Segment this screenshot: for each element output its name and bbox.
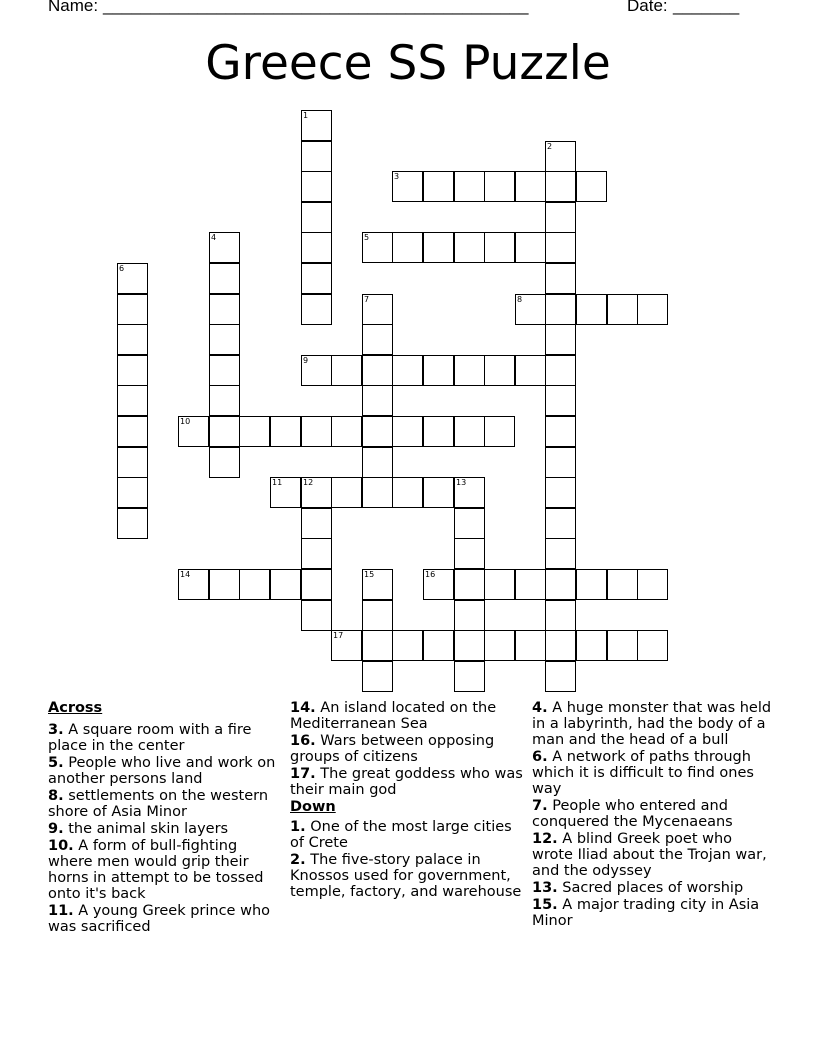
- grid-cell[interactable]: [362, 477, 393, 508]
- down-heading: Down: [290, 799, 336, 815]
- clue-across-10: 10. A form of bull-fighting where men would grip their horns in attempt to be tossed onto it's back: [48, 838, 264, 902]
- grid-cell[interactable]: [117, 508, 148, 539]
- clue-across-17: 17. The great goddess who was their main god: [290, 766, 523, 798]
- grid-cell[interactable]: [209, 355, 240, 386]
- grid-cell[interactable]: [117, 416, 148, 447]
- clue-number: 17: [333, 631, 344, 640]
- across-heading: Across: [48, 700, 103, 716]
- grid-cell[interactable]: [392, 355, 423, 386]
- grid-cell[interactable]: [423, 355, 454, 386]
- clue-number: 10: [180, 417, 191, 426]
- clue-down-7: 7. People who entered and conquered the Mycenaeans: [532, 798, 733, 830]
- clue-number: 4: [211, 233, 217, 242]
- grid-cell[interactable]: [515, 569, 546, 600]
- grid-cell[interactable]: [117, 324, 148, 355]
- grid-cell[interactable]: [545, 416, 576, 447]
- grid-cell[interactable]: [209, 324, 240, 355]
- clue-number: 12: [303, 478, 314, 487]
- grid-cell[interactable]: [362, 416, 393, 447]
- grid-cell[interactable]: [362, 385, 393, 416]
- grid-cell[interactable]: [331, 630, 362, 661]
- grid-cell[interactable]: [362, 600, 393, 631]
- grid-cell[interactable]: [484, 630, 515, 661]
- grid-cell[interactable]: [545, 477, 576, 508]
- clue-down-4: 4. A huge monster that was held in a labyrinth, had the body of a man and the head of a bull: [532, 700, 772, 748]
- clue-number: 3: [394, 172, 400, 181]
- clue-across-16: 16. Wars between opposing groups of citizens: [290, 733, 495, 765]
- clue-down-1: 1. One of the most large cities of Crete: [290, 819, 512, 851]
- grid-cell[interactable]: [484, 569, 515, 600]
- grid-cell[interactable]: [454, 569, 485, 600]
- grid-cell[interactable]: [117, 447, 148, 478]
- grid-cell[interactable]: [117, 477, 148, 508]
- grid-cell[interactable]: [515, 355, 546, 386]
- grid-cell[interactable]: [209, 569, 240, 600]
- grid-cell[interactable]: [484, 416, 515, 447]
- grid-cell[interactable]: [239, 569, 270, 600]
- grid-cell[interactable]: [301, 171, 332, 202]
- grid-cell[interactable]: [545, 263, 576, 294]
- clue-number: 15: [364, 570, 375, 579]
- grid-cell[interactable]: [576, 630, 607, 661]
- grid-cell[interactable]: [362, 661, 393, 692]
- grid-cell[interactable]: [301, 569, 332, 600]
- grid-cell[interactable]: [301, 600, 332, 631]
- grid-cell[interactable]: [454, 630, 485, 661]
- grid-cell[interactable]: [545, 508, 576, 539]
- grid-cell[interactable]: [637, 569, 668, 600]
- grid-cell[interactable]: [331, 477, 362, 508]
- grid-cell[interactable]: [209, 447, 240, 478]
- grid-cell[interactable]: [209, 385, 240, 416]
- grid-cell[interactable]: [301, 508, 332, 539]
- clue-number: 14: [180, 570, 191, 579]
- grid-cell[interactable]: [392, 232, 423, 263]
- clue-down-2: 2. The five-story palace in Knossos used for government, temple, factory, and warehouse: [290, 852, 522, 900]
- grid-cell[interactable]: [331, 416, 362, 447]
- clue-across-14: 14. An island located on the Mediterranean Sea: [290, 700, 497, 732]
- grid-cell[interactable]: [545, 630, 576, 661]
- grid-cell[interactable]: [637, 294, 668, 325]
- grid-cell[interactable]: [270, 569, 301, 600]
- grid-cell[interactable]: [362, 569, 393, 600]
- grid-cell[interactable]: [117, 355, 148, 386]
- grid-cell[interactable]: [454, 477, 485, 508]
- grid-cell[interactable]: [392, 477, 423, 508]
- clue-number: 9: [303, 356, 309, 365]
- grid-cell[interactable]: [454, 600, 485, 631]
- grid-cell[interactable]: [362, 232, 393, 263]
- grid-cell[interactable]: [515, 171, 546, 202]
- grid-cell[interactable]: [545, 447, 576, 478]
- clue-across-8: 8. settlements on the western shore of Asia Minor: [48, 788, 269, 820]
- page-title: Greece SS Puzzle: [205, 36, 611, 91]
- grid-cell[interactable]: [545, 141, 576, 172]
- grid-cell[interactable]: [545, 661, 576, 692]
- date-blank: _______: [673, 0, 740, 15]
- grid-cell[interactable]: [301, 416, 332, 447]
- grid-cell[interactable]: [423, 569, 454, 600]
- clue-down-13: 13. Sacred places of worship: [532, 880, 744, 896]
- clue-across-5: 5. People who live and work on another persons land: [48, 755, 276, 787]
- name-blank: _____________________________________________: [103, 0, 529, 15]
- grid-cell[interactable]: [515, 232, 546, 263]
- grid-cell[interactable]: [515, 294, 546, 325]
- grid-cell[interactable]: [423, 630, 454, 661]
- clue-across-3: 3. A square room with a fire place in the center: [48, 722, 252, 754]
- clue-number: 5: [364, 233, 370, 242]
- grid-cell[interactable]: [270, 477, 301, 508]
- clues-column-2: [290, 700, 525, 901]
- grid-cell[interactable]: [301, 202, 332, 233]
- grid-cell[interactable]: [301, 141, 332, 172]
- grid-cell[interactable]: [301, 294, 332, 325]
- grid-cell[interactable]: [423, 171, 454, 202]
- grid-cell[interactable]: [545, 538, 576, 569]
- clue-number: 11: [272, 478, 283, 487]
- grid-cell[interactable]: [209, 232, 240, 263]
- grid-cell[interactable]: [515, 630, 546, 661]
- grid-cell[interactable]: [301, 477, 332, 508]
- date-label: Date:: [627, 0, 668, 15]
- grid-cell[interactable]: [545, 294, 576, 325]
- grid-cell[interactable]: [392, 416, 423, 447]
- grid-cell[interactable]: [545, 324, 576, 355]
- grid-cell[interactable]: [576, 171, 607, 202]
- grid-cell[interactable]: [362, 294, 393, 325]
- grid-cell[interactable]: [362, 630, 393, 661]
- grid-cell[interactable]: [454, 508, 485, 539]
- clue-number: 6: [119, 264, 125, 273]
- grid-cell[interactable]: [576, 294, 607, 325]
- grid-cell[interactable]: [178, 416, 209, 447]
- clue-number: 16: [425, 570, 436, 579]
- grid-cell[interactable]: [301, 263, 332, 294]
- grid-cell[interactable]: [301, 232, 332, 263]
- clue-across-9: 9. the animal skin layers: [48, 821, 229, 837]
- grid-cell[interactable]: [545, 202, 576, 233]
- grid-cell[interactable]: [545, 171, 576, 202]
- grid-cell[interactable]: [607, 294, 638, 325]
- grid-cell[interactable]: [270, 416, 301, 447]
- grid-cell[interactable]: [209, 263, 240, 294]
- grid-cell[interactable]: [423, 477, 454, 508]
- grid-cell[interactable]: [209, 294, 240, 325]
- grid-cell[interactable]: [484, 232, 515, 263]
- grid-cell[interactable]: [454, 171, 485, 202]
- clues-column-3: [532, 700, 772, 930]
- grid-cell[interactable]: [239, 416, 270, 447]
- grid-cell[interactable]: [454, 416, 485, 447]
- grid-cell[interactable]: [607, 630, 638, 661]
- grid-cell[interactable]: [117, 294, 148, 325]
- grid-cell[interactable]: [545, 232, 576, 263]
- name-label: Name:: [48, 0, 99, 15]
- grid-cell[interactable]: [454, 661, 485, 692]
- grid-cell[interactable]: [454, 355, 485, 386]
- grid-cell[interactable]: [423, 416, 454, 447]
- clue-number: 13: [456, 478, 467, 487]
- grid-cell[interactable]: [392, 171, 423, 202]
- grid-cell[interactable]: [607, 569, 638, 600]
- grid-cell[interactable]: [637, 630, 668, 661]
- grid-cell[interactable]: [545, 600, 576, 631]
- grid-cell[interactable]: [454, 232, 485, 263]
- grid-cell[interactable]: [178, 569, 209, 600]
- grid-cell[interactable]: [576, 569, 607, 600]
- clue-down-15: 15. A major trading city in Asia Minor: [532, 897, 760, 929]
- grid-cell[interactable]: [117, 263, 148, 294]
- clue-number: 7: [364, 295, 370, 304]
- clue-across-11: 11. A young Greek prince who was sacrificed: [48, 903, 271, 935]
- grid-cell[interactable]: [454, 538, 485, 569]
- grid-cell[interactable]: [362, 355, 393, 386]
- grid-cell[interactable]: [545, 385, 576, 416]
- grid-cell[interactable]: [545, 569, 576, 600]
- grid-cell[interactable]: [301, 110, 332, 141]
- grid-cell[interactable]: [484, 171, 515, 202]
- clue-down-6: 6. A network of paths through which it is difficult to find ones way: [532, 749, 754, 797]
- grid-cell[interactable]: [392, 630, 423, 661]
- clue-number: 8: [517, 295, 523, 304]
- grid-cell[interactable]: [301, 538, 332, 569]
- grid-cell[interactable]: [362, 447, 393, 478]
- grid-cell[interactable]: [545, 355, 576, 386]
- grid-cell[interactable]: [209, 416, 240, 447]
- grid-cell[interactable]: [484, 355, 515, 386]
- clues-column-1: [48, 700, 283, 936]
- grid-cell[interactable]: [362, 324, 393, 355]
- grid-cell[interactable]: [301, 355, 332, 386]
- grid-cell[interactable]: [331, 355, 362, 386]
- grid-cell[interactable]: [423, 232, 454, 263]
- clue-number: 2: [547, 142, 553, 151]
- clue-number: 1: [303, 111, 309, 120]
- clue-down-12: 12. A blind Greek poet who wrote Iliad about the Trojan war, and the odyssey: [532, 831, 767, 879]
- grid-cell[interactable]: [117, 385, 148, 416]
